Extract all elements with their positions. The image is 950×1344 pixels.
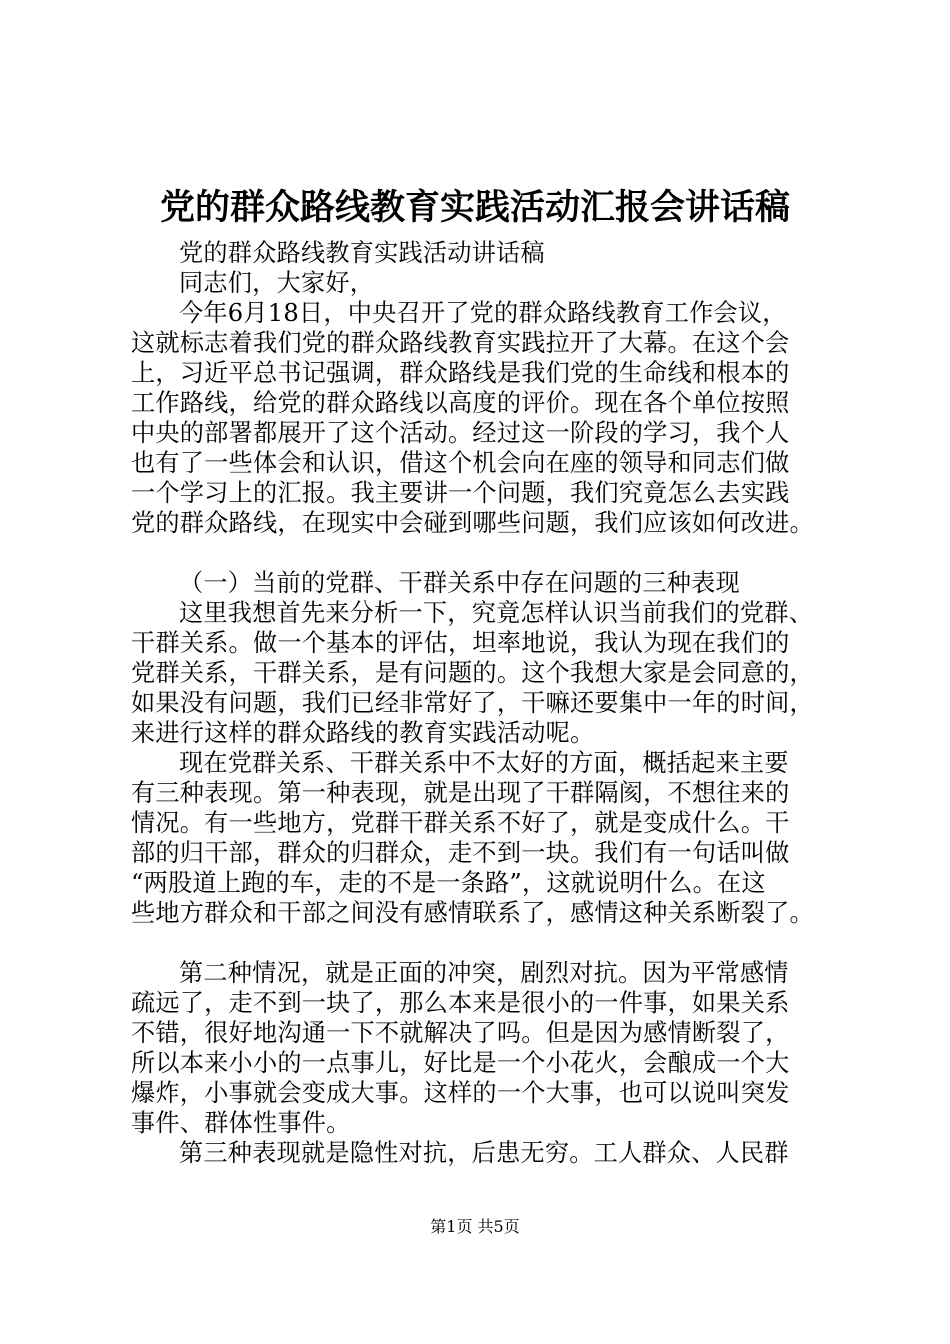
paragraph-gap [131,538,851,568]
text-line: 一个学习上的汇报。我主要讲一个问题，我们究竟怎么去实践 [131,479,790,507]
section-heading: （一）当前的党群、干群关系中存在问题的三种表现 [179,569,740,597]
text-line: 干群关系。做一个基本的评估，坦率地说，我认为现在我们的 [131,629,790,657]
text-line: 党群关系，干群关系，是有问题的。这个我想大家是会同意的， [131,659,814,687]
text-line: 部的归干部，群众的归群众，走不到一块。我们有一句话叫做 [131,839,790,867]
text-line: 现在党群关系、干群关系中不太好的方面，概括起来主要 [179,749,789,777]
text-line: 不错，很好地沟通一下不就解决了吗。但是因为感情断裂了， [131,1019,790,1047]
text-line: 今年6月18日，中央召开了党的群众路线教育工作会议， [179,299,787,327]
text-line: 工作路线，给党的群众路线以高度的评价。现在各个单位按照 [131,389,790,417]
text-line: 情况。有一些地方，党群干群关系不好了，就是变成什么。干 [131,809,790,837]
text-line: 来进行这样的群众路线的教育实践活动呢。 [131,719,595,747]
text-line: 上，习近平总书记强调，群众路线是我们党的生命线和根本的 [131,359,790,387]
text-line: 党的群众路线，在现实中会碰到哪些问题，我们应该如何改进。 [131,509,814,537]
text-line: 党的群众路线教育实践活动讲话稿 [179,239,545,267]
text-line: 爆炸，小事就会变成大事。这样的一个大事，也可以说叫突发 [131,1079,790,1107]
text-line: 如果没有问题，我们已经非常好了，干嘛还要集中一年的时间， [131,689,814,717]
text-line: 中央的部署都展开了这个活动。经过这一阶段的学习，我个人 [131,419,790,447]
text-line: 有三种表现。第一种表现，就是出现了干群隔阂，不想往来的 [131,779,790,807]
text-line: 第二种情况，就是正面的冲突，剧烈对抗。因为平常感情 [179,959,789,987]
text-line: 也有了一些体会和认识，借这个机会向在座的领导和同志们做 [131,449,790,477]
text-line: 些地方群众和干部之间没有感情联系了，感情这种关系断裂了。 [131,899,814,927]
text-line: 第三种表现就是隐性对抗，后患无穷。工人群众、人民群 [179,1139,789,1167]
text-line: 这里我想首先来分析一下，究竟怎样认识当前我们的党群、 [179,599,814,627]
document-body [131,238,851,1168]
text-line: 所以本来小小的一点事儿，好比是一个小花火，会酿成一个大 [131,1049,790,1077]
text-line: 疏远了，走不到一块了，那么本来是很小的一件事，如果关系 [131,989,790,1017]
text-line: 同志们，大家好， [179,269,375,297]
text-line: 事件、群体性事件。 [131,1109,351,1137]
page-footer: 第1页 共5页 [430,1217,520,1236]
text-line: “两股道上跑的车，走的不是一条路”，这就说明什么。在这 [131,869,766,897]
paragraph-gap [131,928,851,958]
document-title: 党的群众路线教育实践活动汇报会讲话稿 [159,187,790,228]
text-line: 这就标志着我们党的群众路线教育实践拉开了大幕。在这个会 [131,329,790,357]
